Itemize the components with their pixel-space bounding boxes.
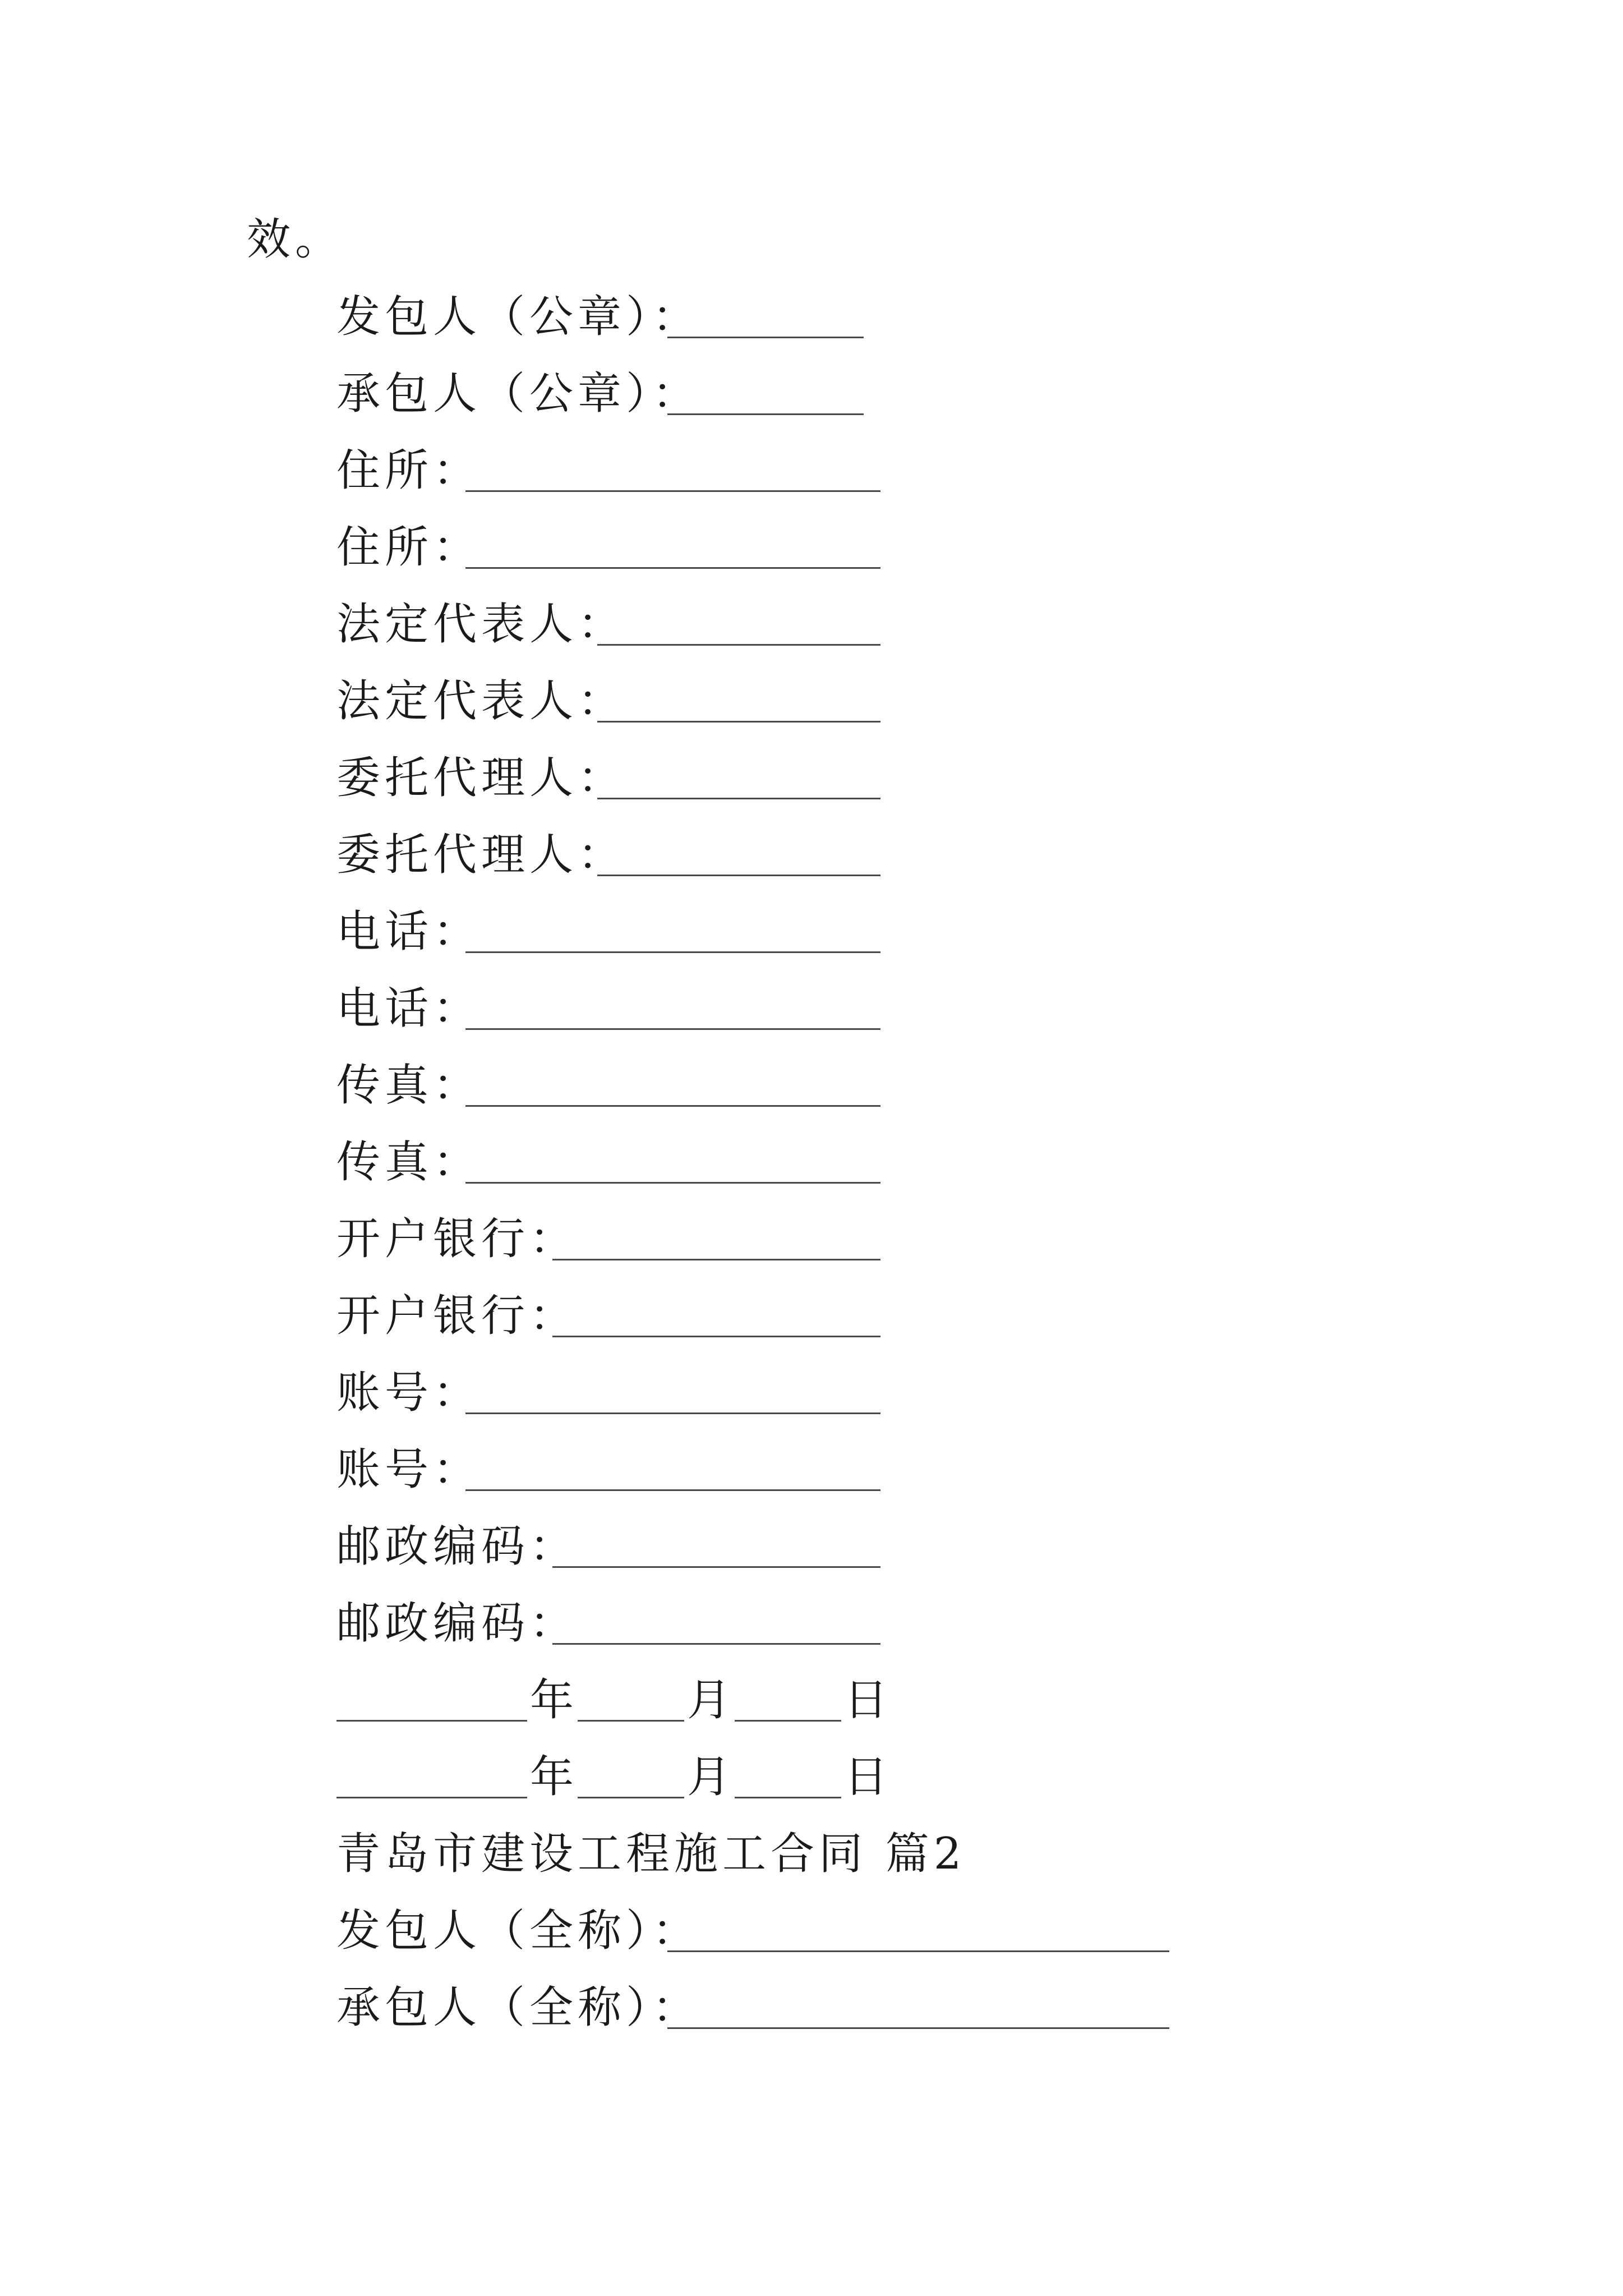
month-blank: [578, 1797, 684, 1798]
signature-line-postcode: [336, 1593, 897, 1654]
day-blank: [735, 1720, 841, 1722]
signature-blank: [552, 1336, 880, 1337]
signature-blank: [667, 413, 864, 415]
signature-line-legal-representative: [336, 670, 897, 732]
signature-line-legal-representative: [336, 593, 897, 655]
signature-label: 开户银行：: [336, 1214, 578, 1264]
year-blank: [336, 1720, 527, 1722]
month-blank: [578, 1720, 684, 1722]
signature-line-bank: [336, 1285, 897, 1347]
day-label: 日: [844, 1675, 893, 1726]
signature-line-postcode: [336, 1516, 897, 1577]
year-blank: [336, 1797, 527, 1798]
signature-blank: [465, 1105, 880, 1107]
signature-label: 账号：: [336, 1368, 482, 1418]
month-label: 月: [687, 1675, 736, 1726]
signature-blank: [465, 1412, 880, 1414]
signature-line-issuer-seal: [336, 286, 897, 348]
signature-label: 住所：: [336, 445, 482, 496]
signature-blank: [597, 721, 880, 723]
signature-label: 电话：: [336, 983, 482, 1034]
date-line: [336, 1669, 897, 1731]
signature-line-account: [336, 1439, 897, 1501]
party-label: 发包人（全称）：: [336, 1906, 701, 1956]
section-title: 青岛市建设工程施工合同 篇2: [336, 1829, 966, 1879]
signature-label: 电话：: [336, 907, 482, 957]
signature-label: 住所：: [336, 522, 482, 573]
party-line-issuer: [336, 1900, 1178, 1962]
month-label: 月: [687, 1752, 736, 1802]
signature-blank: [667, 337, 864, 338]
signature-label: 邮政编码：: [336, 1521, 578, 1572]
signature-blank: [465, 1182, 880, 1184]
signature-line-bank: [336, 1208, 897, 1270]
signature-line-contractor-seal: [336, 363, 897, 425]
signature-blank: [465, 1489, 880, 1491]
signature-blank: [465, 951, 880, 953]
signature-line-agent: [336, 747, 897, 809]
signature-label: 法定代表人：: [336, 599, 626, 650]
date-line: [336, 1746, 897, 1808]
signature-line-phone: [336, 978, 897, 1039]
signature-line-account: [336, 1362, 897, 1424]
signature-label: 委托代理人：: [336, 830, 626, 880]
signature-blank: [552, 1643, 880, 1645]
signature-blank: [465, 490, 880, 492]
signature-line-fax: [336, 1055, 897, 1116]
signature-blank: [552, 1566, 880, 1568]
signature-blank: [465, 567, 880, 569]
party-blank: [667, 1950, 1169, 1952]
signature-line-address: [336, 440, 897, 501]
document-page: 效。 发包人（公章）： 承包人（公章）： 住所： 住所： 法定代表人： 法定代表人： 委托代理人： 委托代理人： 电话： 电话： 传真： 传真： 开户银行： 开户银行： 账号： 账号： 邮政编码： 邮政编码： 年 月 日 年 月 日 青岛市建设工程施工合同 篇2 发包人（全称）： 承包人（全称）：: [0, 0, 1623, 2296]
signature-blank: [597, 644, 880, 646]
signature-line-address: [336, 517, 897, 578]
signature-label: 开户银行：: [336, 1291, 578, 1341]
signature-label: 传真：: [336, 1137, 482, 1188]
party-line-contractor: [336, 1977, 1178, 2039]
signature-label: 邮政编码：: [336, 1598, 578, 1649]
year-label: 年: [530, 1675, 579, 1726]
signature-label: 法定代表人：: [336, 676, 626, 726]
signature-line-agent: [336, 824, 897, 886]
signature-label: 发包人（公章）：: [336, 292, 701, 342]
day-label: 日: [844, 1752, 893, 1802]
year-label: 年: [530, 1752, 579, 1802]
party-label: 承包人（全称）：: [336, 1982, 701, 2033]
party-blank: [667, 2027, 1169, 2029]
signature-blank: [597, 798, 880, 799]
signature-blank: [552, 1259, 880, 1260]
signature-label: 委托代理人：: [336, 753, 626, 803]
signature-label: 承包人（公章）：: [336, 369, 701, 419]
day-blank: [735, 1797, 841, 1798]
signature-line-fax: [336, 1131, 897, 1193]
signature-label: 传真：: [336, 1060, 482, 1111]
signature-blank: [597, 875, 880, 876]
signature-label: 账号：: [336, 1444, 482, 1495]
signature-line-phone: [336, 901, 897, 963]
signature-blank: [465, 1028, 880, 1030]
